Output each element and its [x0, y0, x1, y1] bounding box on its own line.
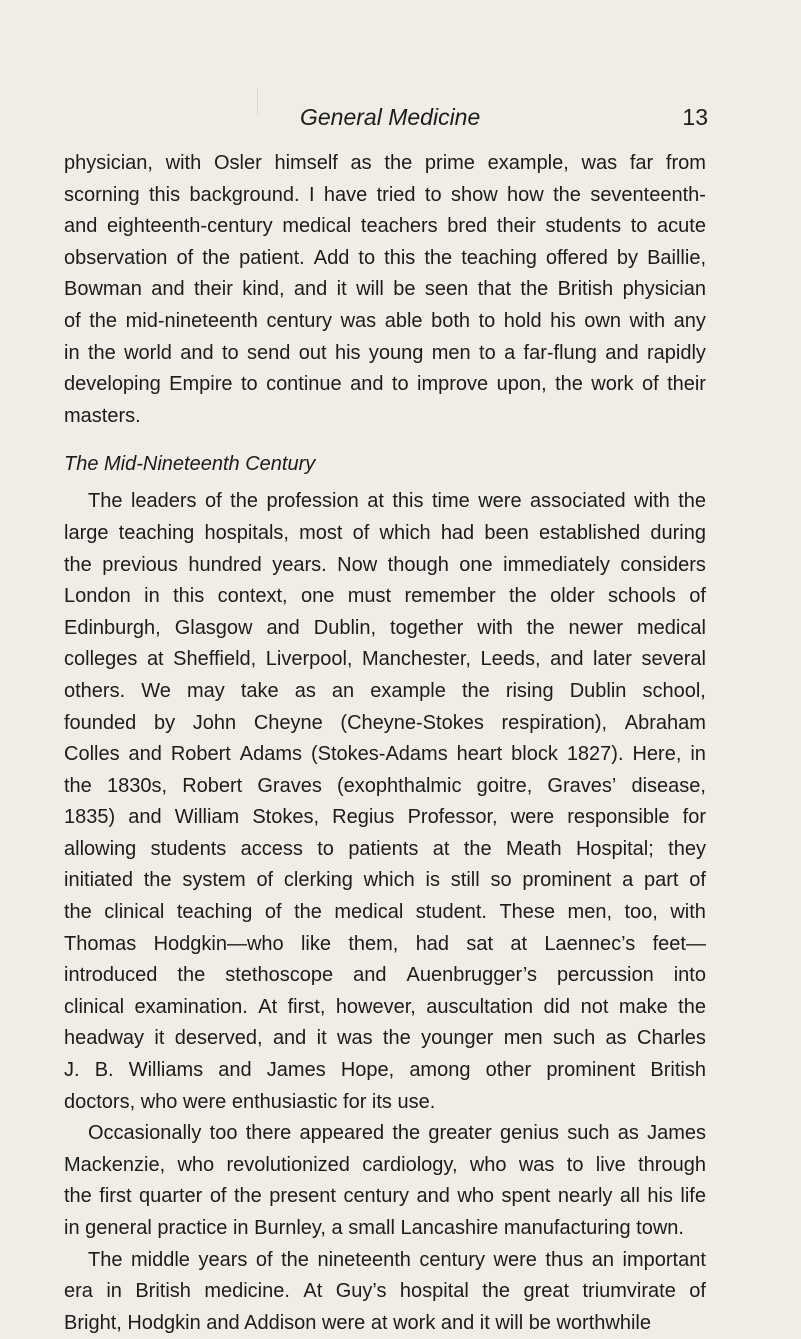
text-line: Mackenzie, who revolutionized cardiology, who was to live through: [64, 1153, 706, 1176]
text-line: founded by John Cheyne (Cheyne-Stokes respiration), Abraham: [64, 711, 706, 734]
paragraph-3: [64, 1118, 706, 1244]
text-line: Edinburgh, Glasgow and Dublin, together with the newer medical: [64, 616, 706, 639]
text-line: masters.: [64, 404, 141, 427]
text-line: The middle years of the nineteenth century were thus an important: [88, 1248, 706, 1271]
text-line: Thomas Hodgkin—who like them, had sat at Laennec’s feet—: [64, 932, 706, 955]
text-line: allowing students access to patients at the Meath Hospital; they: [64, 837, 706, 860]
text-line: Bowman and their kind, and it will be seen that the British physician: [64, 278, 706, 301]
text-line: Colles and Robert Adams (Stokes-Adams heart block 1827). Here, in: [64, 743, 706, 766]
text-line: clinical examination. At first, however, auscultation did not make the: [64, 995, 706, 1018]
text-line: scorning this background. I have tried to show how the seventeenth-: [64, 183, 706, 206]
text-line: in the world and to send out his young men to a far-flung and rapidly: [64, 341, 706, 364]
text-line: in general practice in Burnley, a small Lancashire manufacturing town.: [64, 1217, 684, 1239]
text-line: of the mid-nineteenth century was able both to hold his own with any: [64, 309, 706, 332]
text-line: Occasionally too there appeared the greater genius such as James: [88, 1122, 706, 1145]
text-line: headway it deserved, and it was the younger men such as Charles: [64, 1027, 706, 1050]
text-line: doctors, who were enthusiastic for its use.: [64, 1090, 436, 1113]
text-line: introduced the stethoscope and Auenbrugger’s percussion into: [64, 964, 706, 987]
paragraph-1: [64, 148, 706, 432]
body-text: [64, 148, 706, 1339]
running-head: [64, 100, 708, 134]
text-line: observation of the patient. Add to this the teaching offered by Baillie,: [64, 246, 706, 269]
text-line: initiated the system of clerking which is still so prominent a part of: [64, 869, 706, 892]
text-line: the clinical teaching of the medical student. These men, too, with: [64, 901, 706, 924]
text-line: colleges at Sheffield, Liverpool, Manchester, Leeds, and later several: [64, 648, 706, 671]
text-line: and eighteenth-century medical teachers bred their students to acute: [64, 215, 706, 238]
text-line: the first quarter of the present century and who spent nearly all his life: [64, 1185, 706, 1208]
text-line: developing Empire to continue and to improve upon, the work of their: [64, 373, 706, 396]
text-line: others. We may take as an example the rising Dublin school,: [64, 679, 706, 702]
section-heading: The Mid-Nineteenth Century: [64, 453, 316, 476]
text-line: 1835) and William Stokes, Regius Professor, were responsible for: [64, 806, 706, 829]
text-line: physician, with Osler himself as the prime example, was far from: [64, 152, 706, 174]
paragraph-4: [64, 1245, 706, 1339]
text-line: era in British medicine. At Guy’s hospital the great triumvirate of: [64, 1280, 706, 1303]
paragraph-2: [64, 486, 706, 1118]
text-line: London in this context, one must remember the older schools of: [64, 585, 706, 608]
text-line: large teaching hospitals, most of which had been established during: [64, 521, 706, 544]
text-line: the 1830s, Robert Graves (exophthalmic goitre, Graves’ disease,: [64, 774, 706, 797]
text-line: J. B. Williams and James Hope, among other prominent British: [64, 1059, 706, 1082]
page-number: 13: [682, 104, 708, 130]
text-line: The leaders of the profession at this time were associated with the: [88, 490, 706, 513]
running-title: General Medicine: [300, 104, 481, 130]
text-line: the previous hundred years. Now though one immediately considers: [64, 553, 706, 576]
text-line: Bright, Hodgkin and Addison were at work and it will be worthwhile: [64, 1311, 651, 1334]
